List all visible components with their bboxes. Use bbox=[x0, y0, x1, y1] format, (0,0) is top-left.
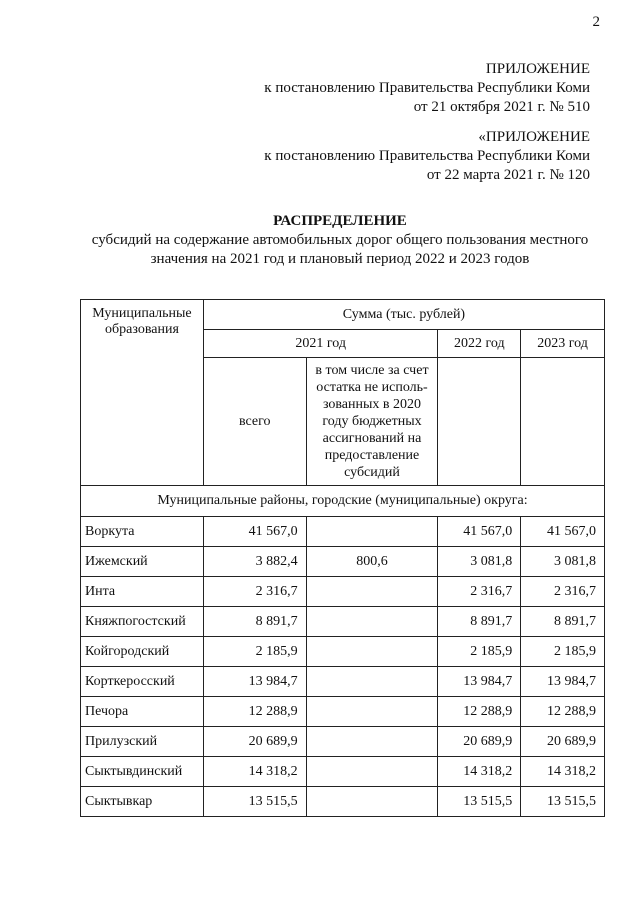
header-total: всего bbox=[203, 358, 306, 486]
cell-2023: 13 515,5 bbox=[521, 787, 605, 817]
cell-2023: 14 318,2 bbox=[521, 757, 605, 787]
appendix-current bbox=[264, 60, 590, 117]
cell-municipality: Корткеросский bbox=[81, 667, 204, 697]
cell-2021-total: 2 185,9 bbox=[203, 637, 306, 667]
cell-2021-including bbox=[306, 577, 438, 607]
cell-2021-total: 3 882,4 bbox=[203, 547, 306, 577]
header-2023: 2023 год bbox=[521, 330, 605, 358]
cell-2021-including bbox=[306, 607, 438, 637]
cell-2021-including bbox=[306, 697, 438, 727]
table-row bbox=[81, 607, 605, 637]
header-2022: 2022 год bbox=[438, 330, 521, 358]
cell-2021-total: 13 984,7 bbox=[203, 667, 306, 697]
header-municipality: Муниципальные образования bbox=[81, 300, 204, 486]
cell-2022: 14 318,2 bbox=[438, 757, 521, 787]
appendix-current-line1: к постановлению Правительства Республики Коми bbox=[264, 80, 590, 96]
cell-2021-total: 2 316,7 bbox=[203, 577, 306, 607]
cell-2022: 2 316,7 bbox=[438, 577, 521, 607]
cell-2022: 20 689,9 bbox=[438, 727, 521, 757]
cell-2023: 12 288,9 bbox=[521, 697, 605, 727]
page-number: 2 bbox=[592, 14, 600, 30]
cell-2022: 2 185,9 bbox=[438, 637, 521, 667]
table-row bbox=[81, 667, 605, 697]
section-title: Муниципальные районы, городские (муниципальные) округа: bbox=[81, 486, 605, 517]
appendix-current-line2: от 21 октября 2021 г. № 510 bbox=[413, 99, 590, 115]
table-row bbox=[81, 697, 605, 727]
cell-municipality: Ижемский bbox=[81, 547, 204, 577]
cell-2022: 41 567,0 bbox=[438, 517, 521, 547]
cell-2022: 8 891,7 bbox=[438, 607, 521, 637]
cell-2021-including bbox=[306, 787, 438, 817]
table-row bbox=[81, 727, 605, 757]
appendix-prior-title: «ПРИЛОЖЕНИЕ bbox=[478, 129, 590, 145]
appendix-prior bbox=[264, 128, 590, 185]
cell-2021-including bbox=[306, 637, 438, 667]
table-row bbox=[81, 757, 605, 787]
cell-2021-including bbox=[306, 517, 438, 547]
heading-line2: значения на 2021 год и плановый период 2022 и 2023 годов bbox=[150, 251, 530, 267]
cell-2021-including bbox=[306, 757, 438, 787]
table-row bbox=[81, 547, 605, 577]
cell-2021-total: 14 318,2 bbox=[203, 757, 306, 787]
appendix-current-title: ПРИЛОЖЕНИЕ bbox=[485, 61, 590, 77]
cell-municipality: Княжпогостский bbox=[81, 607, 204, 637]
header-blank-2022 bbox=[438, 358, 521, 486]
cell-2023: 41 567,0 bbox=[521, 517, 605, 547]
cell-2023: 2 316,7 bbox=[521, 577, 605, 607]
distribution-table bbox=[80, 299, 605, 817]
cell-2021-total: 8 891,7 bbox=[203, 607, 306, 637]
table-row bbox=[81, 577, 605, 607]
cell-municipality: Прилузский bbox=[81, 727, 204, 757]
cell-2021-total: 41 567,0 bbox=[203, 517, 306, 547]
cell-municipality: Сыктывдинский bbox=[81, 757, 204, 787]
cell-municipality: Воркута bbox=[81, 517, 204, 547]
appendix-prior-line1: к постановлению Правительства Республики Коми bbox=[264, 148, 590, 164]
cell-municipality: Инта bbox=[81, 577, 204, 607]
cell-2021-including bbox=[306, 727, 438, 757]
cell-municipality: Койгородский bbox=[81, 637, 204, 667]
table-row bbox=[81, 787, 605, 817]
cell-municipality: Сыктывкар bbox=[81, 787, 204, 817]
table-row bbox=[81, 637, 605, 667]
header-2021: 2021 год bbox=[203, 330, 437, 358]
cell-municipality: Печора bbox=[81, 697, 204, 727]
table-row bbox=[81, 517, 605, 547]
table-body bbox=[81, 517, 605, 817]
cell-2022: 12 288,9 bbox=[438, 697, 521, 727]
cell-2022: 13 515,5 bbox=[438, 787, 521, 817]
heading-line1: субсидий на содержание автомобильных дорог общего пользования местного bbox=[91, 232, 589, 248]
cell-2023: 2 185,9 bbox=[521, 637, 605, 667]
cell-2023: 20 689,9 bbox=[521, 727, 605, 757]
cell-2023: 3 081,8 bbox=[521, 547, 605, 577]
header-sum: Сумма (тыс. рублей) bbox=[203, 300, 604, 330]
cell-2023: 8 891,7 bbox=[521, 607, 605, 637]
cell-2022: 13 984,7 bbox=[438, 667, 521, 697]
cell-2021-total: 20 689,9 bbox=[203, 727, 306, 757]
cell-2021-including bbox=[306, 667, 438, 697]
document-heading bbox=[60, 212, 620, 269]
cell-2021-total: 12 288,9 bbox=[203, 697, 306, 727]
cell-2021-total: 13 515,5 bbox=[203, 787, 306, 817]
header-including: в том числе за счет остатка не исполь-зованных в 2020 году бюджетных ассигнований на предоставление субсидий bbox=[306, 358, 438, 486]
cell-2022: 3 081,8 bbox=[438, 547, 521, 577]
heading-title: РАСПРЕДЕЛЕНИЕ bbox=[273, 213, 407, 229]
cell-2021-including: 800,6 bbox=[306, 547, 438, 577]
appendix-prior-line2: от 22 марта 2021 г. № 120 bbox=[426, 167, 590, 183]
header-blank-2023 bbox=[521, 358, 605, 486]
cell-2023: 13 984,7 bbox=[521, 667, 605, 697]
